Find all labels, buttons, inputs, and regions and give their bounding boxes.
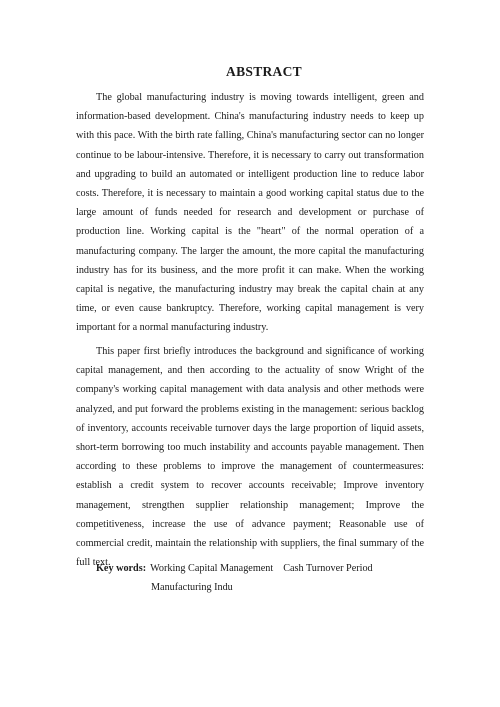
keywords-label: Key words: <box>96 563 147 574</box>
abstract-paragraph-1 <box>76 88 424 338</box>
keyword-item: Working Capital Management <box>150 563 274 574</box>
keywords-line <box>96 559 436 597</box>
abstract-paragraph-2 <box>76 342 424 572</box>
abstract-title: ABSTRACT <box>226 64 302 79</box>
paragraph-1-text: The global manufacturing industry is moving towards intelligent, green and information-based development. China's manufacturing industry needs to keep up with this pace. With the birth rate falling, China's manufacturing sector can no longer continue to be labour-intensive. Therefore, it is necessary to carry out transformation and upgrading to build an automated or intelligent production line to reduce labor costs. Therefore, it is necessary to maintain a good working capital status due to the large amount of funds needed for research and development or purchase of production line. Working capital is the "heart" of the normal operation of a manufacturing company. The larger the amount, the more capital the manufacturing industry has for its business, and the more profit it can make. When the working capital is negative, the manufacturing industry may break the capital chain at any time, or even cause bankruptcy. Therefore, working capital management is very important for a normal manufacturing industry. <box>76 92 424 334</box>
keyword-item: Cash Turnover Period <box>283 563 373 574</box>
keyword-item: Manufacturing Indu <box>151 582 233 594</box>
paragraph-2-text: This paper first briefly introduces the background and significance of working capital management, and then according to the actuality of snow Wright of the company's working capital management with data analysis and other methods were analyzed, and put forward the problems existing in the management: serious backlog of inventory, accounts receivable turnover days the large proportion of liquid assets, short-term borrowing too much instability and accounts payable management. Then according to these problems to improve the management of countermeasures: establish a credit system to recover accounts receivable; Improve inventory management, strengthen supplier relationship management; Improve the competitiveness, increase the use of advance payment; Reasonable use of commercial credit, maintain the relationship with suppliers, the final summary of the full text. <box>76 346 424 569</box>
